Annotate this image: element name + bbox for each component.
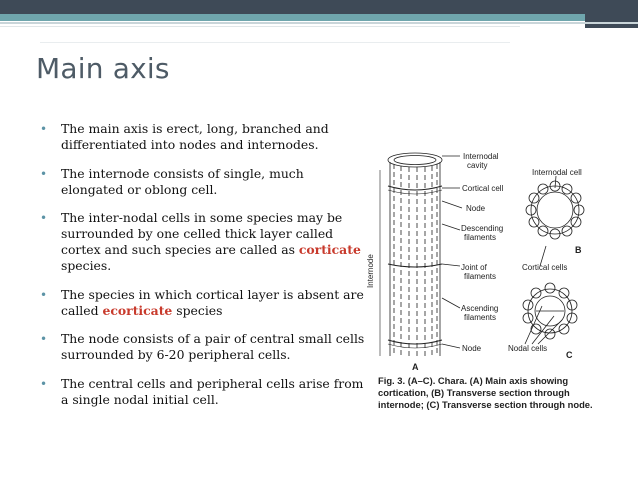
label-joint-filaments: Joint of [461, 263, 487, 272]
bullet-dot-icon: • [40, 376, 48, 391]
label-letter-c: C [566, 350, 573, 360]
bullet-text: The internode consists of single, much elongated or oblong cell. [61, 165, 304, 197]
label-node-bottom: Node [462, 344, 482, 353]
header-rule-thin [0, 26, 520, 27]
highlight-term: corticate [298, 242, 361, 257]
title-rule [40, 42, 510, 43]
bullet-dot-icon: • [40, 332, 48, 346]
caption-line: Fig. 3. (A–C). Chara. (A) Main axis showing [378, 375, 569, 386]
label-letter-a: A [412, 362, 419, 372]
header-accent-bar [0, 14, 638, 21]
bullet-text: The species in which cortical layer is absent are called [61, 286, 364, 318]
label-ascending-filaments: Ascending [461, 304, 499, 313]
label-joint-filaments-2: filaments [464, 272, 497, 281]
bullet-text: The inter-nodal cells in some species may be surrounded by one celled thick layer called cortex and such species are called as [61, 210, 343, 257]
bullet-item [38, 121, 368, 153]
caption-line: cortication, (B) Transverse section through [378, 387, 570, 398]
label-internodal-cell: Internodal cell [532, 168, 582, 177]
label-internodal-cavity: Internodal [463, 152, 499, 161]
bullet-dot-icon: • [40, 166, 48, 181]
bullet-text: The main axis is erect, long, branched and differentiated into nodes and internodes. [61, 121, 329, 152]
bullet-text-tail: species [172, 302, 223, 318]
bullet-dot-icon: • [40, 211, 48, 225]
label-internodal-cavity-2: cavity [467, 161, 488, 170]
bullet-text-tail: species. [61, 258, 112, 273]
label-internode: Internode [366, 254, 375, 288]
bullet-dot-icon: • [40, 287, 48, 302]
bullet-item [38, 210, 368, 274]
label-nodal-cells: Nodal cells [508, 344, 548, 353]
label-cortical-cell: Cortical cell [462, 184, 504, 193]
label-letter-b: B [575, 245, 582, 255]
bullet-item [38, 376, 368, 408]
header-bar [0, 0, 638, 14]
bullet-text: The central cells and peripheral cells arise from a single nodal initial cell. [61, 375, 364, 407]
bullet-text: The node consists of a pair of central small cells surrounded by 6-20 peripheral cells. [61, 331, 365, 362]
label-node-top: Node [466, 204, 486, 213]
bullet-item [38, 287, 368, 319]
bullet-item [38, 331, 368, 363]
slide-title: Main axis [36, 52, 170, 85]
bullet-dot-icon: • [40, 122, 48, 136]
label-cortical-cells: Cortical cells [522, 263, 568, 272]
label-ascending-filaments-2: filaments [464, 313, 497, 322]
cortical-ring-b [526, 181, 584, 239]
header-rule [0, 22, 638, 24]
caption-line: internode; (C) Transverse section through node. [378, 399, 593, 410]
figure-caption [378, 375, 603, 411]
label-descending-filaments-2: filaments [464, 233, 497, 242]
label-descending-filaments: Descending [461, 224, 504, 233]
highlight-term: ecorticate [102, 302, 173, 318]
bullet-item [38, 166, 368, 198]
bullet-list [38, 121, 368, 420]
